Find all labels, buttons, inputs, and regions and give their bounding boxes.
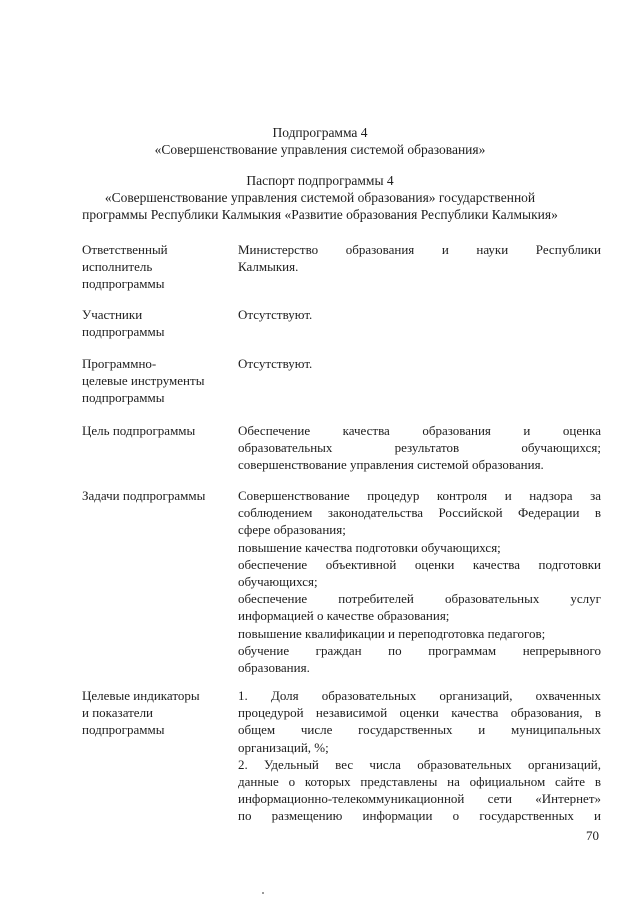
content-line: информацией о качестве образования; bbox=[238, 608, 450, 624]
content-line: 2. Удельный вес числа образовательных организаций, bbox=[238, 756, 601, 772]
content-line: обеспечение объективной оценки качества подготовки bbox=[238, 556, 601, 572]
label-line: целевые инструменты bbox=[82, 373, 205, 389]
label-line: подпрограммы bbox=[82, 390, 165, 406]
content-line: повышение квалификации и переподготовка педагогов; bbox=[238, 625, 546, 641]
subprogram-number: Подпрограмма 4 bbox=[272, 125, 368, 140]
scan-speck bbox=[262, 892, 264, 894]
row-label bbox=[82, 487, 232, 504]
content-line: Обеспечение качества образования и оценка bbox=[238, 423, 601, 438]
content-line: повышение качества подготовки обучающихся; bbox=[238, 539, 501, 555]
content-line: организаций, %; bbox=[238, 739, 329, 755]
content-line: данные о которых представлены на официальном сайте в bbox=[238, 774, 601, 790]
row-content bbox=[238, 487, 601, 676]
content-line: обеспечение потребителей образовательных услуг bbox=[238, 591, 601, 607]
label-line: Цель подпрограммы bbox=[82, 423, 196, 438]
content-line: Совершенствование процедур контроля и надзора за bbox=[238, 488, 601, 503]
content-line: информационно-телекоммуникационной сети «Интернет» bbox=[238, 791, 601, 807]
row-content bbox=[238, 241, 601, 275]
content-line: соблюдением законодательства Российской Федерации в bbox=[238, 505, 601, 521]
content-line: образования. bbox=[238, 660, 310, 676]
label-line: исполнитель bbox=[82, 259, 153, 275]
label-line: Целевые индикаторы bbox=[82, 688, 200, 703]
label-line: Программно- bbox=[82, 356, 157, 371]
content-line: Министерство образования и науки Республики bbox=[238, 242, 601, 257]
content-line: Калмыкия. bbox=[238, 259, 299, 275]
row-content bbox=[238, 422, 601, 474]
label-line: подпрограммы bbox=[82, 722, 165, 738]
label-line: Участники bbox=[82, 307, 143, 322]
label-line: Ответственный bbox=[82, 242, 168, 257]
row-label bbox=[82, 687, 232, 739]
content-line: Отсутствуют. bbox=[238, 356, 313, 371]
label-line: и показатели bbox=[82, 705, 154, 721]
content-line: процедурой независимой оценки качества образования, в bbox=[238, 705, 601, 721]
content-line: по размещению информации о государственных и bbox=[238, 808, 601, 824]
page-number: 70 bbox=[586, 828, 599, 843]
content-line: совершенствование управления системой образования. bbox=[238, 457, 544, 473]
label-line: Задачи подпрограммы bbox=[82, 488, 206, 503]
label-line: подпрограммы bbox=[82, 324, 165, 340]
subprogram-title bbox=[0, 124, 640, 158]
content-line: сфере образования; bbox=[238, 522, 346, 538]
content-line: Отсутствуют. bbox=[238, 307, 313, 322]
content-line: обучающихся; bbox=[238, 574, 318, 590]
passport-heading: Паспорт подпрограммы 4 bbox=[246, 173, 394, 188]
content-line: общем числе государственных и муниципальных bbox=[238, 722, 601, 738]
subprogram-name: «Совершенствование управления системой образования» bbox=[154, 142, 486, 157]
content-line: 1. Доля образовательных организаций, охваченных bbox=[238, 688, 601, 703]
row-content bbox=[238, 355, 601, 372]
row-content bbox=[238, 306, 601, 323]
content-line: образовательных результатов обучающихся; bbox=[238, 440, 601, 456]
passport-subtitle-line-1: «Совершенствование управления системой образования» государственной bbox=[104, 190, 536, 205]
row-label bbox=[82, 241, 232, 293]
passport-subtitle-line-2: программы Республики Калмыкия «Развитие образования Республики Калмыкия» bbox=[82, 207, 558, 222]
label-line: подпрограммы bbox=[82, 276, 165, 292]
passport-title bbox=[0, 172, 640, 223]
row-label bbox=[82, 355, 232, 407]
row-content bbox=[238, 687, 601, 825]
content-line: обучение граждан по программам непрерывного bbox=[238, 642, 601, 658]
row-label bbox=[82, 306, 232, 340]
row-label bbox=[82, 422, 232, 439]
